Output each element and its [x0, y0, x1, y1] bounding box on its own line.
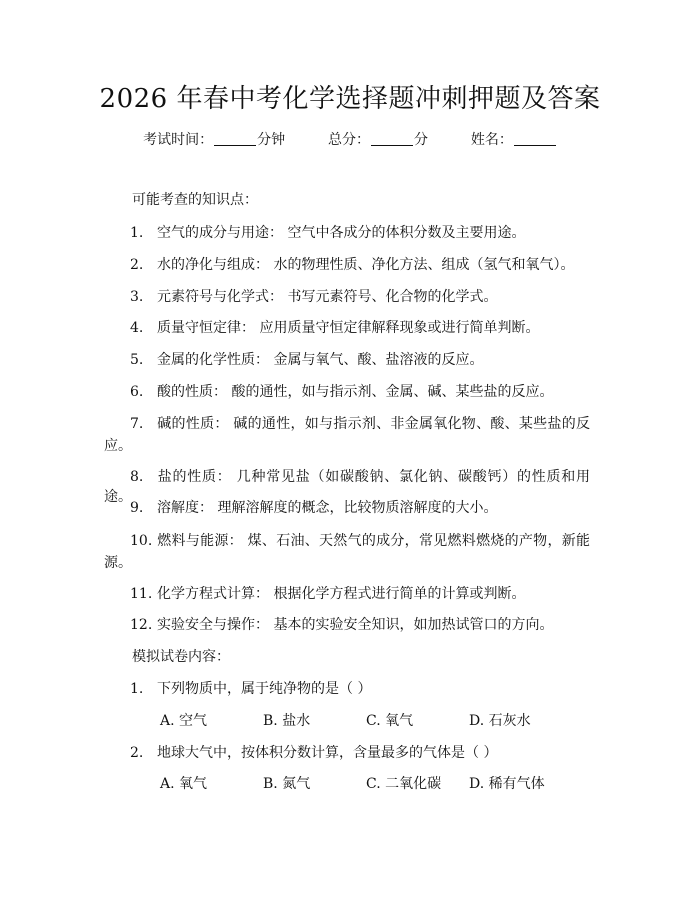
knowledge-item: 8. 盐的性质： 几种常见盐（如碳酸钠、氯化钠、碳酸钙）的性质和用途。: [104, 469, 590, 505]
knowledge-item: 5. 金属的化学性质： 金属与氧气、酸、盐溶液的反应。: [130, 352, 484, 368]
exam-score-label: 总分：: [328, 132, 370, 148]
option-c: C. 氧气: [366, 713, 414, 729]
option-b: B. 氮气: [263, 776, 311, 792]
exam-time-label: 考试时间：: [143, 132, 214, 148]
exam-time-blank: [214, 131, 256, 146]
knowledge-item: 1. 空气的成分与用途： 空气中各成分的体积分数及主要用途。: [130, 225, 526, 241]
knowledge-item: 2. 水的净化与组成： 水的物理性质、净化方法、组成（氢气和氧气）。: [130, 257, 575, 273]
option-a: A. 氧气: [160, 776, 208, 792]
knowledge-item: 3. 元素符号与化学式： 书写元素符号、化合物的化学式。: [130, 289, 498, 305]
knowledge-item: 7. 碱的性质： 碱的通性，如与指示剂、非金属氧化物、酸、某些盐的反应。: [104, 416, 590, 454]
question-options: [160, 711, 572, 731]
exam-name-blank: [514, 131, 556, 146]
knowledge-heading: 可能考查的知识点：: [132, 192, 258, 208]
knowledge-item: 9. 溶解度： 理解溶解度的概念，比较物质溶解度的大小。: [130, 500, 498, 516]
document-title: 2026 年春中考化学选择题冲刺押题及答案: [99, 84, 601, 114]
option-d: D. 石灰水: [469, 713, 531, 729]
question-stem: 2. 地球大气中，按体积分数计算，含量最多的气体是（ ）: [130, 745, 498, 761]
knowledge-item: 4. 质量守恒定律： 应用质量守恒定律解释现象或进行简单判断。: [130, 320, 540, 336]
exam-time-unit: 分钟: [257, 132, 286, 148]
option-b: B. 盐水: [263, 713, 311, 729]
exam-info-line: [0, 130, 700, 150]
knowledge-item: 11. 化学方程式计算： 根据化学方程式进行简单的计算或判断。: [130, 586, 526, 602]
exam-heading: 模拟试卷内容：: [132, 649, 230, 665]
exam-name-label: 姓名：: [470, 132, 513, 148]
knowledge-item: 6. 酸的性质： 酸的通性，如与指示剂、金属、碱、某些盐的反应。: [130, 384, 554, 400]
knowledge-item: 12. 实验安全与操作： 基本的实验安全知识，如加热试管口的方向。: [130, 617, 554, 633]
exam-score-blank: [371, 131, 413, 146]
knowledge-item: 10. 燃料与能源： 煤、石油、天然气的成分，常见燃料燃烧的产物，新能源。: [104, 533, 590, 571]
option-c: C. 二氧化碳: [366, 776, 442, 792]
option-d: D. 稀有气体: [469, 776, 545, 792]
option-a: A. 空气: [160, 713, 208, 729]
exam-score-unit: 分: [414, 132, 428, 148]
question-options: [160, 774, 572, 794]
question-stem: 1. 下列物质中，属于纯净物的是（ ）: [130, 681, 372, 697]
